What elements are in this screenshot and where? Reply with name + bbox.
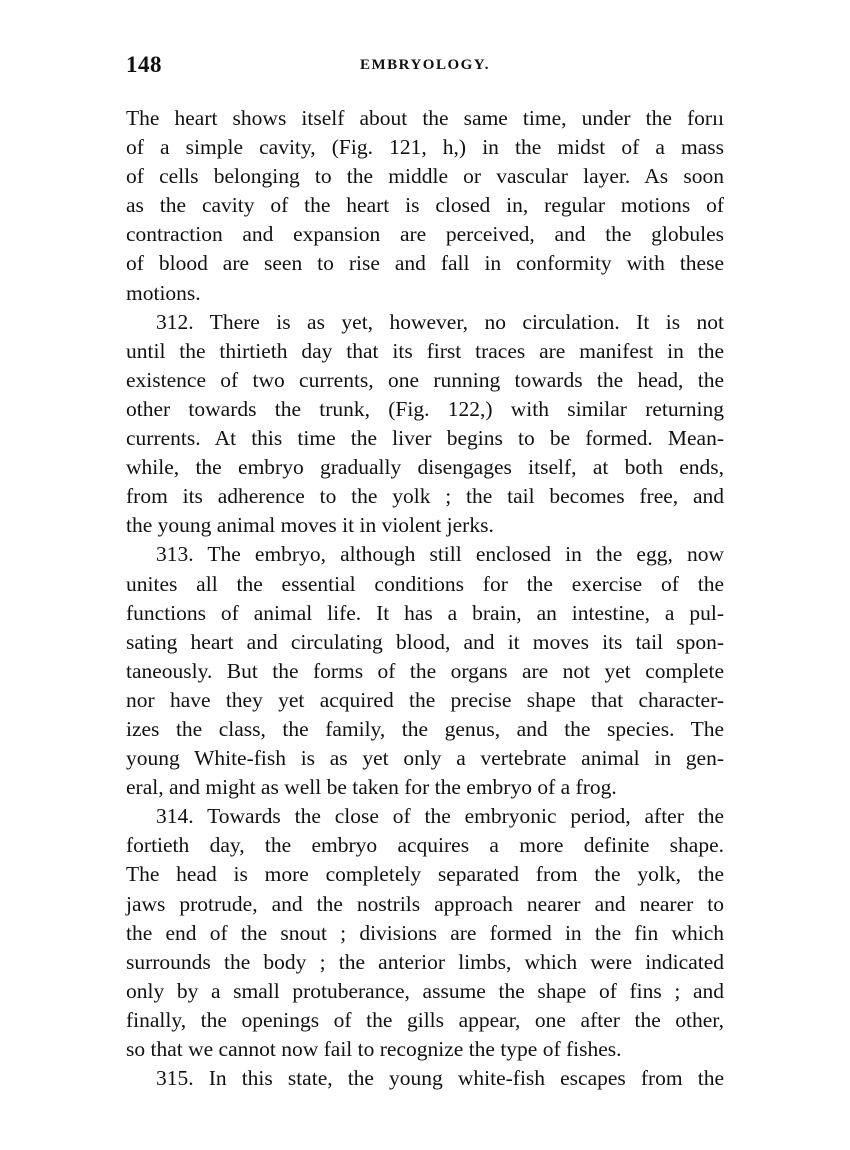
text-line: taneously. But the forms of the organs are not yet complete (126, 658, 724, 683)
text-line: existence of two currents, one running towards the head, the (126, 367, 724, 392)
text-line: so that we cannot now fail to recognize the type of fishes. (126, 1037, 622, 1061)
paragraph-314-start: 314. Towards the close of the embryonic period, after the (156, 804, 724, 829)
text-line: nor have they yet acquired the precise shape that character- (126, 687, 724, 712)
text-line: from its adherence to the yolk ; the tail becomes free, and (126, 484, 724, 509)
text-line: izes the class, the family, the genus, and the species. The (126, 716, 724, 741)
text-line: until the thirtieth day that its first traces are manifest in the (126, 338, 724, 363)
text-line: jaws protrude, and the nostrils approach nearer and nearer to (126, 891, 724, 916)
section-title: EMBRYOLOGY. (359, 57, 491, 73)
text-line: only by a small protuberance, assume the shape of fins ; and (126, 978, 724, 1003)
text-line: the young animal moves it in violent jerks. (126, 513, 494, 538)
text-line: of blood are seen to rise and fall in conformity with these (126, 251, 724, 276)
text-line: unites all the essential conditions for the exercise of the (126, 571, 724, 596)
text-line: motions. (126, 280, 201, 305)
text-line: functions of animal life. It has a brain, an intestine, a pul- (126, 600, 724, 625)
text-line: currents. At this time the liver begins to be formed. Mean- (126, 426, 724, 451)
text-line: The heart shows itself about the same time, under the forıı (126, 106, 724, 130)
text-line: surrounds the body ; the anterior limbs, which were indicated (126, 949, 724, 974)
paragraph-312-start: 312. There is as yet, however, no circulation. It is not (156, 309, 724, 334)
text-line: of cells belonging to the middle or vascular layer. As soon (126, 164, 724, 189)
running-head (126, 52, 724, 82)
text-line: the end of the snout ; divisions are formed in the fin which (126, 920, 724, 945)
text-line: sating heart and circulating blood, and it moves its tail spon- (126, 629, 724, 654)
text-line: as the cavity of the heart is closed in, regular motions of (126, 193, 724, 218)
paragraph-315-start: 315. In this state, the young white-fish escapes from the (156, 1066, 724, 1091)
text-line: contraction and expansion are perceived, and the globules (126, 222, 724, 247)
text-line: eral, and might as well be taken for the embryo of a frog. (126, 775, 617, 800)
text-line: young White-fish is as yet only a vertebrate animal in gen- (126, 746, 724, 771)
text-line: The head is more completely separated from the yolk, the (126, 862, 724, 887)
text-line: while, the embryo gradually disengages itself, at both ends, (126, 455, 724, 480)
body-text (126, 104, 724, 1093)
text-line: of a simple cavity, (Fig. 121, h,) in the midst of a mass (126, 135, 724, 160)
text-line: other towards the trunk, (Fig. 122,) with similar returning (126, 396, 724, 421)
text-line: finally, the openings of the gills appear, one after the other, (126, 1007, 724, 1032)
paragraph-313-start: 313. The embryo, although still enclosed in the egg, now (156, 542, 724, 567)
page-number: 148 (126, 52, 162, 77)
text-line: fortieth day, the embryo acquires a more definite shape. (126, 833, 724, 858)
